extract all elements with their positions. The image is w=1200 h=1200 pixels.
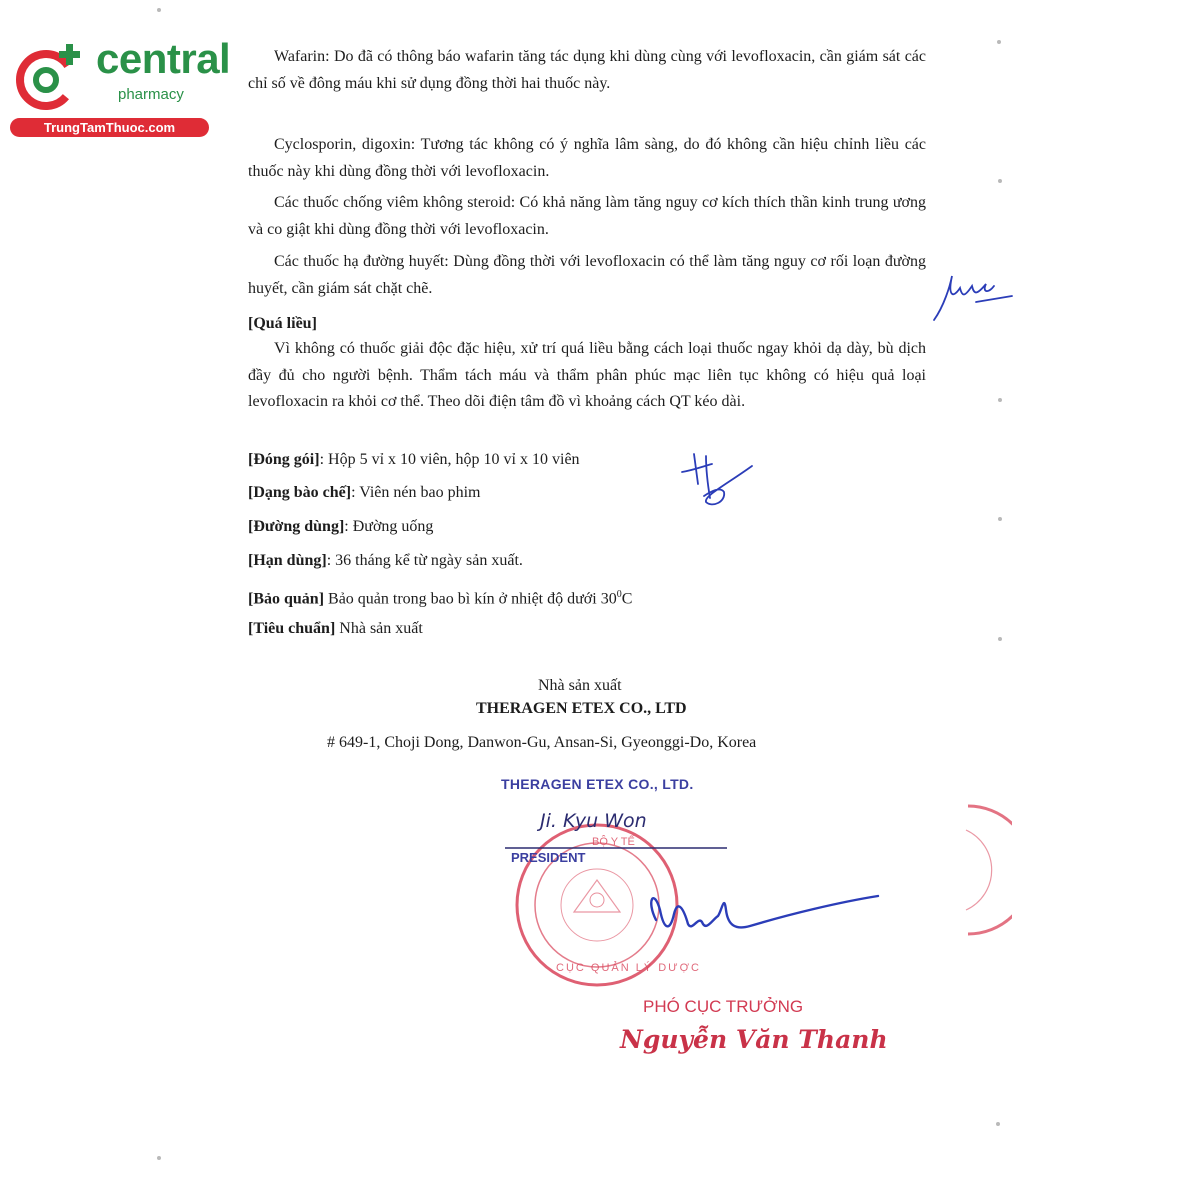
logo-name: central [96,35,231,82]
official-title: PHÓ CỤC TRƯỞNG [643,997,804,1016]
interaction-term: Wafarin: [274,48,330,65]
partial-seal-icon [962,800,1012,940]
interaction-cyclosporin [248,132,926,185]
central-pharmacy-logo[interactable] [10,35,231,138]
scan-speck [997,40,1001,44]
margin-initials-icon [928,266,1018,326]
field-value: : 36 tháng kể từ ngày sản xuất. [326,552,523,569]
field-value: : Đường uống [344,518,434,535]
interaction-text: Tương tác không có ý nghĩa lâm sàng, do đó không cần hiệu chỉnh liều các thuốc này khi dùng đồng thời với levofloxacin. [248,136,927,180]
interaction-text: Có khả năng làm tăng nguy cơ kích thích thần kinh trung ương và co giật khi dùng đồng thời với levofloxacin. [248,194,927,238]
interaction-term: Các thuốc hạ đường huyết: [274,253,449,270]
degree-superscript: 0 [616,589,622,600]
scan-speck [998,398,1002,402]
interaction-text: Dùng đồng thời với levofloxacin có thể làm tăng nguy cơ rối loạn đường huyết, cần giám sát chặt chẽ. [248,253,927,297]
field-value: : Hộp 5 vỉ x 10 viên, hộp 10 vỉ x 10 viên [319,451,580,468]
temperature-unit: C [621,590,633,608]
shelf-life-field [248,551,523,571]
interaction-term: Cyclosporin, digoxin: [274,136,416,153]
interaction-hypoglycemic [248,249,926,302]
packaging-initials-icon [676,446,760,516]
standard-field [248,619,423,639]
logo-subtitle: pharmacy [118,86,184,103]
field-label: [Hạn dùng] [248,552,327,569]
seal-top-text: BỘ Y TẾ [592,836,635,848]
storage-field [248,585,632,609]
field-label: [Đường dùng] [248,518,345,535]
field-label: [Dạng bào chế] [248,484,352,501]
president-signature: Ji. Kyu Won [540,810,647,832]
interaction-text: Do đã có thông báo wafarin tăng tác dụng khi dùng cùng với levofloxacin, cần giám sát các chỉ số về đông máu khi sử dụng đồng thời hai thuốc này. [248,48,926,92]
scan-speck [998,179,1002,183]
manufacturer-label: Nhà sản xuất [538,677,622,694]
scan-speck [998,637,1002,641]
field-value: Nhà sản xuất [335,620,423,637]
official-name: Nguyễn Văn Thanh [620,1025,888,1054]
logo-mark-icon [10,42,88,114]
overdose-text: Vì không có thuốc giải độc đặc hiệu, xử trí quá liều bằng cách loại thuốc ngay khỏi dạ dày, bù dịch đầy đủ cho người bệnh. Thẩm tách máu và thẩm phân phúc mạc liên tục không có hiệu quả loại levofloxacin ra khỏi cơ thể. Theo dõi điện tâm đồ vì khoảng cách QT kéo dài. [248,340,926,410]
company-stamp-name: THERAGEN ETEX CO., LTD. [501,776,694,792]
field-label: [Bảo quản] [248,590,325,608]
dosage-form-field [248,483,481,503]
field-value: : Viên nén bao phim [351,484,481,501]
field-value: Bảo quản trong bao bì kín ở nhiệt độ dưới 30 [324,590,617,608]
manufacturer-name: THERAGEN ETEX CO., LTD [476,700,687,717]
seal-bottom-text: CỤC QUẢN LÝ DƯỢC [556,962,701,974]
official-signature-icon [640,880,885,950]
packaging-field [248,450,580,470]
president-title: PRESIDENT [511,850,586,865]
scan-speck [998,517,1002,521]
interaction-nsaid [248,190,926,243]
overdose-heading: [Quá liều] [248,315,317,332]
scan-speck [157,1156,161,1160]
interaction-wafarin [248,44,926,97]
scan-speck [157,8,161,12]
route-field [248,517,433,537]
logo-url-banner[interactable]: TrungTamThuoc.com [10,118,209,137]
field-label: [Đóng gói] [248,451,320,468]
manufacturer-address: # 649-1, Choji Dong, Danwon-Gu, Ansan-Si, Gyeonggi-Do, Korea [327,734,757,751]
field-label: [Tiêu chuẩn] [248,620,336,637]
scan-speck [996,1122,1000,1126]
interaction-term: Các thuốc chống viêm không steroid: [274,194,516,211]
